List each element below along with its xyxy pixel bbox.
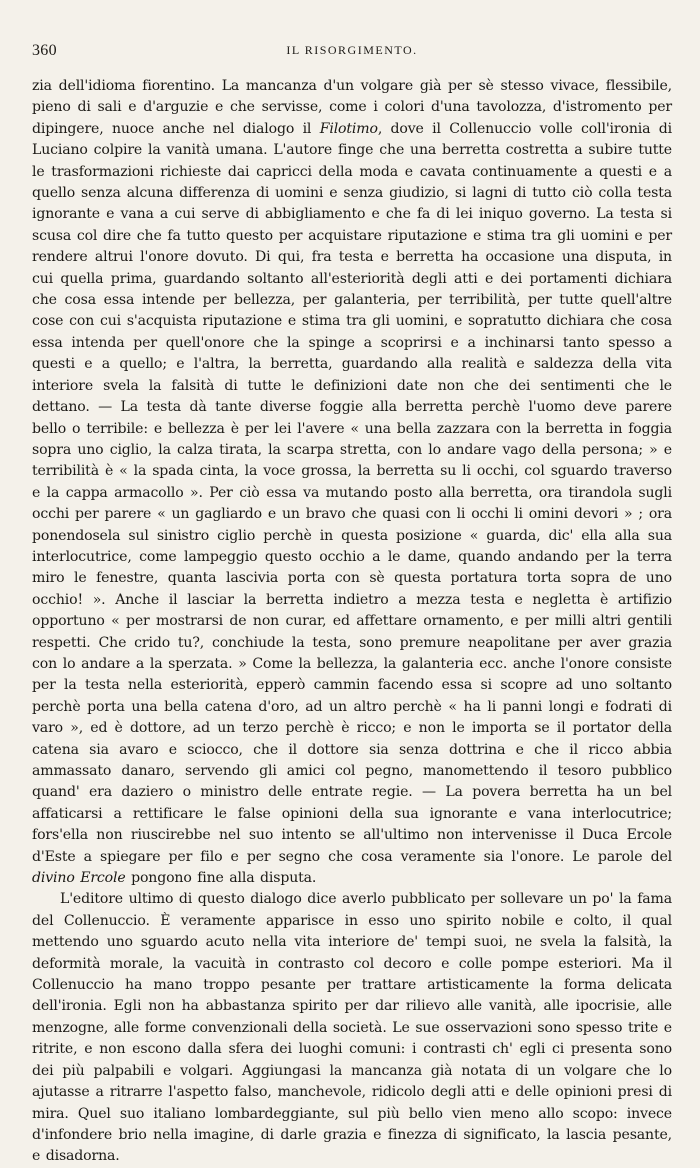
italic-title-filotimo: Filotimo [319, 120, 378, 137]
paragraph-1 [32, 76, 672, 889]
text-segment: , dove il Collenuccio volle coll'ironia di Luciano colpire la vanità umana. L'autore finge che una berretta costretta a subire tutte le trasformazioni richieste dai capricci della moda e cavata continuamente a questi e a quello senza alcuna differenza di uomini e senza giudizio, si lagni di tutto ciò colla testa ignorante e vana a cui serve di abbigliamento e che fa di lei iniquo governo. La testa si scusa col dire che fa tutto questo per acquistare riputazione e stima tra gli uomini e per rendere altrui l'onore dovuto. Di qui, fra testa e berretta ha occasione una disputa, in cui quella prima, guardando soltanto all'esteriorità degli atti e dei portamenti dichiara che cosa essa intende per bellezza, per galanteria, per terribilità, per tutte quell'altre cose con cui s'acquista riputazione e stima tra gli uomini, e sopratutto dichiara che cosa essa intenda per quell'onore che la spinge a scoprirsi e a inchinarsi tanto spesso a questi e a quello; e l'altra, la berretta, guardando alla realità e saldezza della vita interiore svela la falsità di tutte le definizioni date non che dei sentimenti che le dettano. — La testa dà tante diverse foggie alla berretta perchè l'uomo deve parere bello o terribile: e bellezza è per lei l'avere « una bella zazzara con la berretta in foggia sopra uno ciglio, la calza tirata, la scarpa stretta, con lo andare vago della persona; » e terribilità è « la spada cinta, la voce grossa, la berretta su li occhi, col sguardo traverso e la cappa armacollo ». Per ciò essa va mutando posto alla berretta, ora tirandola sugli occhi per parere « un gagliardo e un bravo che quasi con li occhi li omini devori » ; ora ponendosela sul sinistro ciglio perchè in questa posizione « guarda, dic' ella alla sua interlocutrice, come lampeggio questo occhio a le dame, quando andando per la terra miro le fenestre, quanta lascivia porta con sè questa portatura torta sopra de uno occhio! ». Anche il lasciar la berretta indietro a mezza testa e negletta è artifizio opportuno « per mostrarsi de non curar, ed affettare ornamento, e per milli altri gentili respetti. Che crido tu?, conchiude la testa, sono premure neapolitane per aver grazia con lo andare a la sperzata. » Come la bellezza, la galanteria ecc. anche l'onore consiste per la testa nella esteriorità, epperò cammin facendo essa si scopre ad uno soltanto perchè porta una bella catena d'oro, ad un altro perchè « ha li panni longi e fodrati di varo », ed è dottore, ad un terzo perchè è ricco; e non le importa se il portator della catena sia avaro e sciocco, che il dottore sia senza dottrina e che il ricco abbia ammassato danaro, servendo gli amici col pegno, manomettendo il tesoro pubblico quand' era daziero o ministro delle entrate regie. — La povera berretta ha un bel affaticarsi a rettificare le false opinioni della sua ignorante e vana interlocutrice; fors'ella non riuscirebbe nel suo intento se all'ultimo non intervenisse il Duca Ercole d'Este a spiegare per filo e per segno che cosa veramente sia l'onore. Le parole del [32, 120, 672, 865]
body-text [32, 76, 672, 1168]
running-head: IL RISORGIMENTO. [286, 43, 418, 57]
text-segment: zia dell'idioma fiorentino. La mancanza d'un volgare già per sè stesso vivace, flessibile, pieno di sali e d'arguzie e che servisse, come i colori d'una tavolozza, d'istromento per dipingere, nuoce anche nel dialogo il [32, 78, 672, 137]
italic-divino-ercole: divino Ercole [32, 870, 126, 887]
text-segment: pongono fine alla disputa. [125, 870, 317, 887]
book-page [32, 0, 672, 1165]
paragraph-2 [32, 889, 672, 1167]
text-segment: L'editore ultimo di questo dialogo dice averlo pubblicato per sollevare un po' la fama del Collenuccio. È veramente apparisce in esso uno spirito nobile e colto, il qual mettendo uno sguardo acuto nella vita interiore de' tempi suoi, ne svela la falsità, la deformità morale, la vacuità in contrasto col decoro e colle pompe esteriori. Ma il Collenuccio ha mano troppo pesante per trattare artisticamente la forma delicata dell'ironia. Egli non ha abbastanza spirito per dar rilievo alle vanità, alle ipocrisie, alle menzogne, alle forme convenzionali della società. Le sue osservazioni sono spesso trite e ritrite, e non escono dalla sfera dei luoghi comuni: i contrasti ch' egli ci presenta sono dei più palpabili e volgari. Aggiungasi la mancanza già notata di un volgare che lo ajutasse a ritrarre l'aspetto falso, manchevole, ridicolo degli atti e delle opinioni presi di mira. Quel suo italiano lombardeggiante, sul più bello vien meno allo scopo: invece d'infondere brio nella imagine, di darle grazia e finezza di significato, la lascia pesante, e disadorna. [32, 891, 672, 1165]
page-header [32, 42, 672, 62]
page-number: 360 [32, 42, 57, 59]
